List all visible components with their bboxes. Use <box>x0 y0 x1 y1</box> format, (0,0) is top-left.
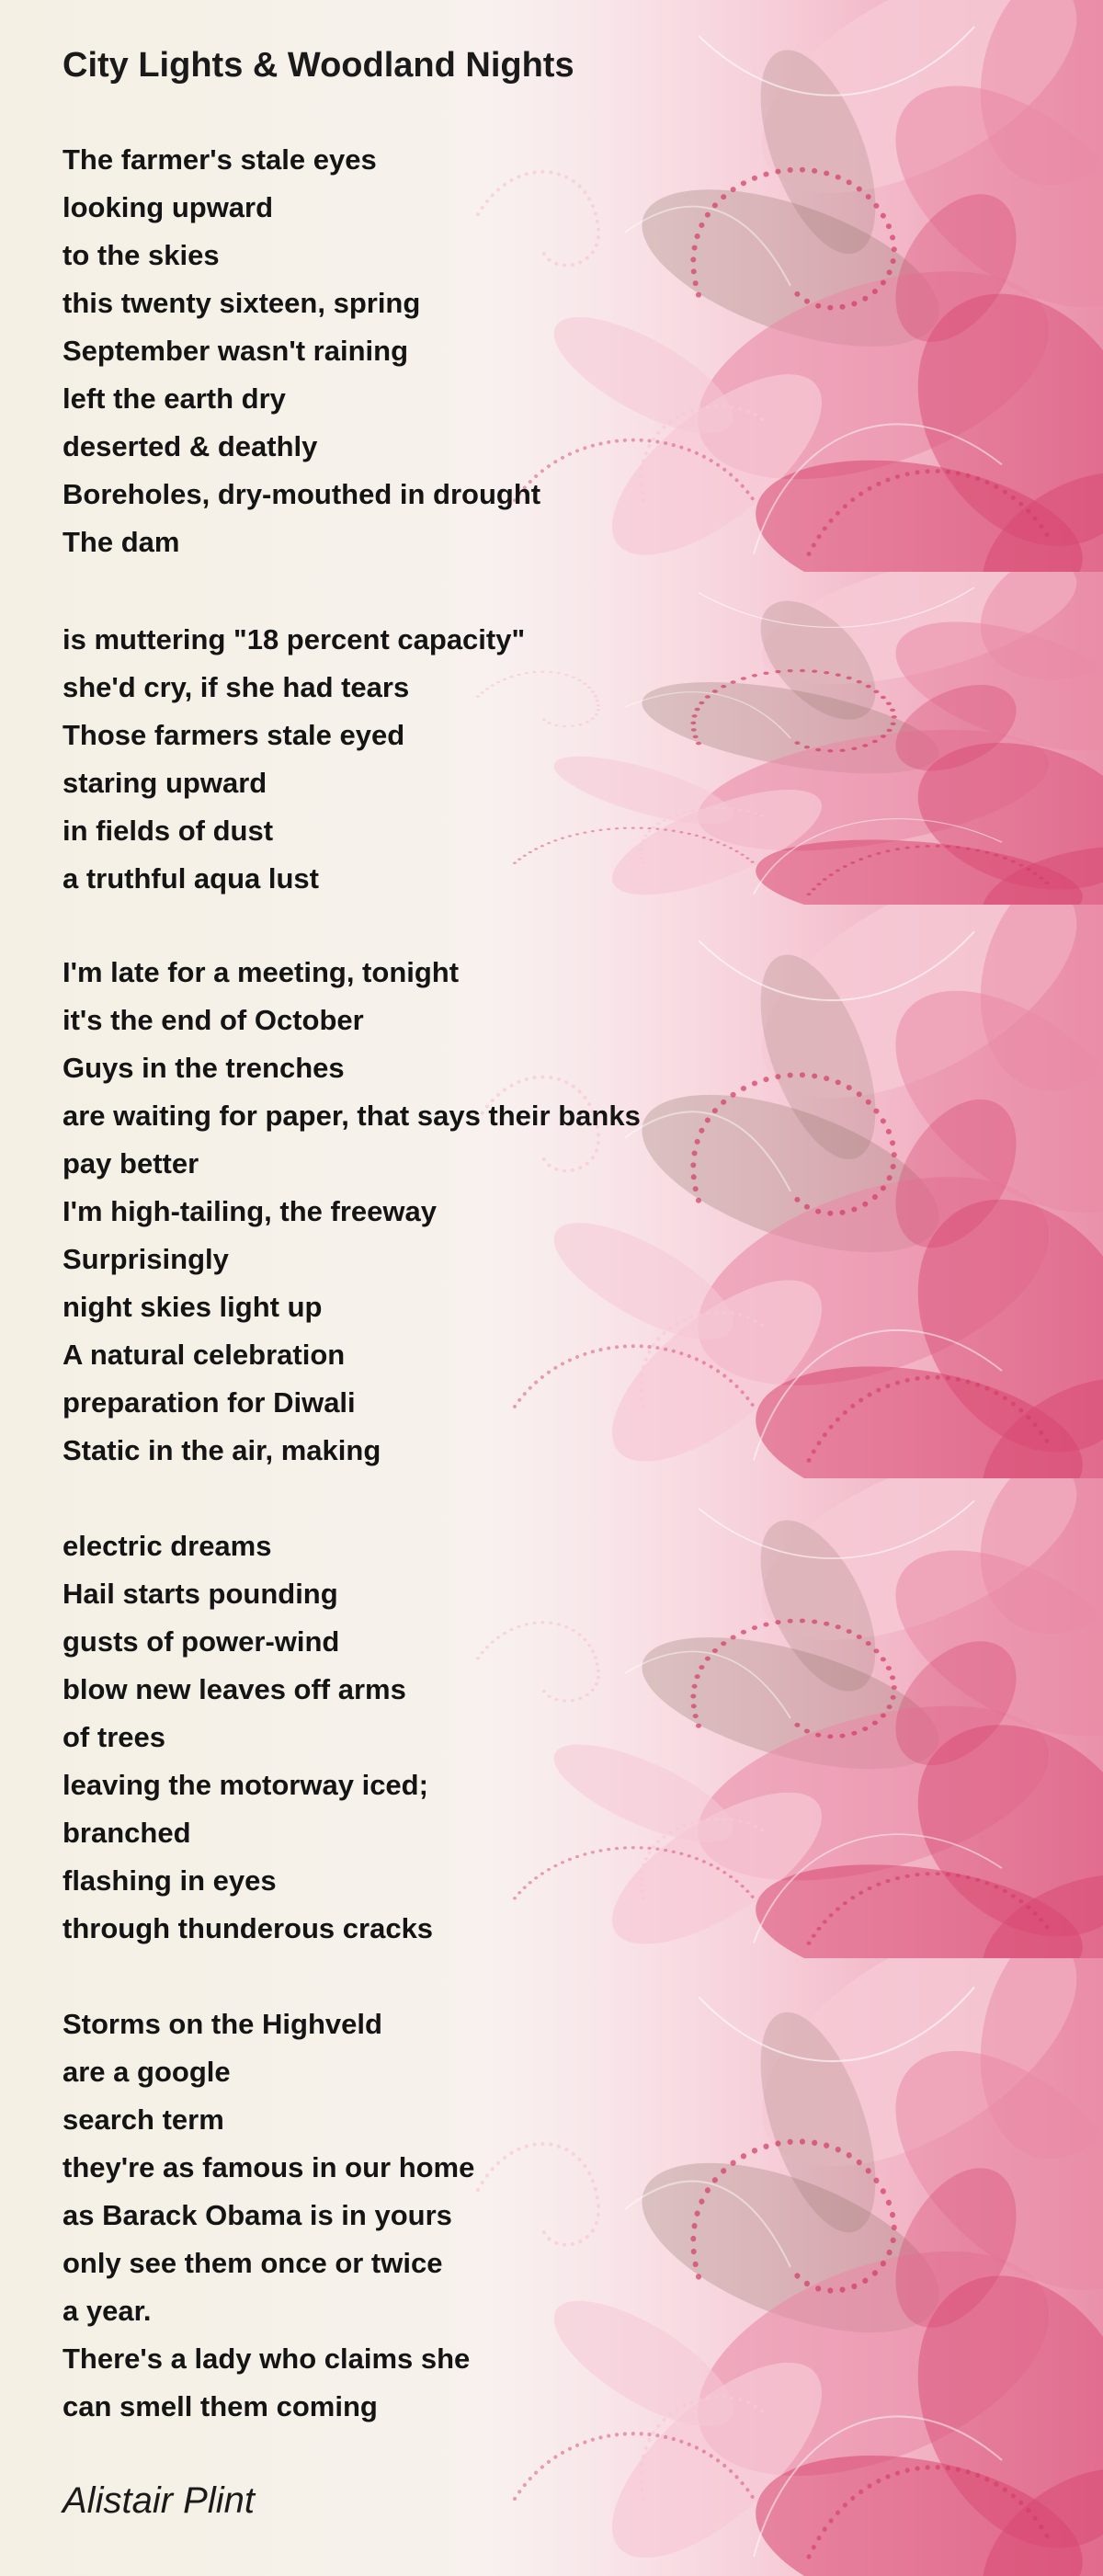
poem-line: There's a lady who claims she <box>63 2342 471 2375</box>
poem-line: Surprisingly <box>63 1243 229 1275</box>
poem-line: I'm high-tailing, the freeway <box>63 1195 437 1227</box>
poem-line: deserted & deathly <box>63 430 318 462</box>
poem-line: The farmer's stale eyes <box>63 143 377 176</box>
poem-line: A natural celebration <box>63 1339 346 1371</box>
poem-title: City Lights & Woodland Nights <box>63 46 574 85</box>
poem-line: looking upward <box>63 191 274 223</box>
poem-line: flashing in eyes <box>63 1864 277 1897</box>
poem-line: Hail starts pounding <box>63 1578 338 1610</box>
poem-line: a year. <box>63 2295 152 2327</box>
poem-line: as Barack Obama is in yours <box>63 2199 452 2231</box>
poem-line: pay better <box>63 1147 199 1180</box>
poem-line: Guys in the trenches <box>63 1052 345 1084</box>
poem-line: is muttering "18 percent capacity" <box>63 623 526 655</box>
poem-line: preparation for Diwali <box>63 1386 356 1419</box>
poem-line: staring upward <box>63 767 267 799</box>
poem-line: Static in the air, making <box>63 1434 381 1466</box>
poem-line: night skies light up <box>63 1291 323 1323</box>
poem-line: are waiting for paper, that says their banks <box>63 1100 641 1132</box>
poem-line: blow new leaves off arms <box>63 1673 406 1705</box>
poem-line: Boreholes, dry-mouthed in drought <box>63 478 541 510</box>
poem-line: leaving the motorway iced; <box>63 1769 428 1801</box>
poem-line: I'm late for a meeting, tonight <box>63 956 460 988</box>
poem-line: electric dreams <box>63 1530 272 1562</box>
poem-line: only see them once or twice <box>63 2247 443 2279</box>
poem-line: they're as famous in our home <box>63 2151 475 2183</box>
poem-line: left the earth dry <box>63 382 286 415</box>
poem-line: branched <box>63 1817 191 1849</box>
poem-line: it's the end of October <box>63 1004 364 1036</box>
stanza-3 <box>63 949 641 1475</box>
poem-line: Storms on the Highveld <box>63 2008 382 2040</box>
poem-line: can smell them coming <box>63 2390 378 2422</box>
poem-line: she'd cry, if she had tears <box>63 671 410 703</box>
poem-line: through thunderous cracks <box>63 1912 434 1944</box>
poem-line: this twenty sixteen, spring <box>63 287 421 319</box>
stanza-1 <box>63 136 540 566</box>
poem-line: September wasn't raining <box>63 335 409 367</box>
poem-author: Alistair Plint <box>63 2480 255 2521</box>
stanza-5 <box>63 2000 474 2431</box>
poem-line: The dam <box>63 526 180 558</box>
poem-line: to the skies <box>63 239 220 271</box>
poem-line: a truthful aqua lust <box>63 862 319 895</box>
stanza-2 <box>63 616 525 903</box>
poem-line: are a google <box>63 2056 231 2088</box>
poem-line: search term <box>63 2103 224 2136</box>
poem-line: gusts of power-wind <box>63 1625 340 1658</box>
poem-line: in fields of dust <box>63 815 274 847</box>
stanza-4 <box>63 1522 433 1953</box>
poem-line: of trees <box>63 1721 165 1753</box>
poem-line: Those farmers stale eyed <box>63 719 405 751</box>
